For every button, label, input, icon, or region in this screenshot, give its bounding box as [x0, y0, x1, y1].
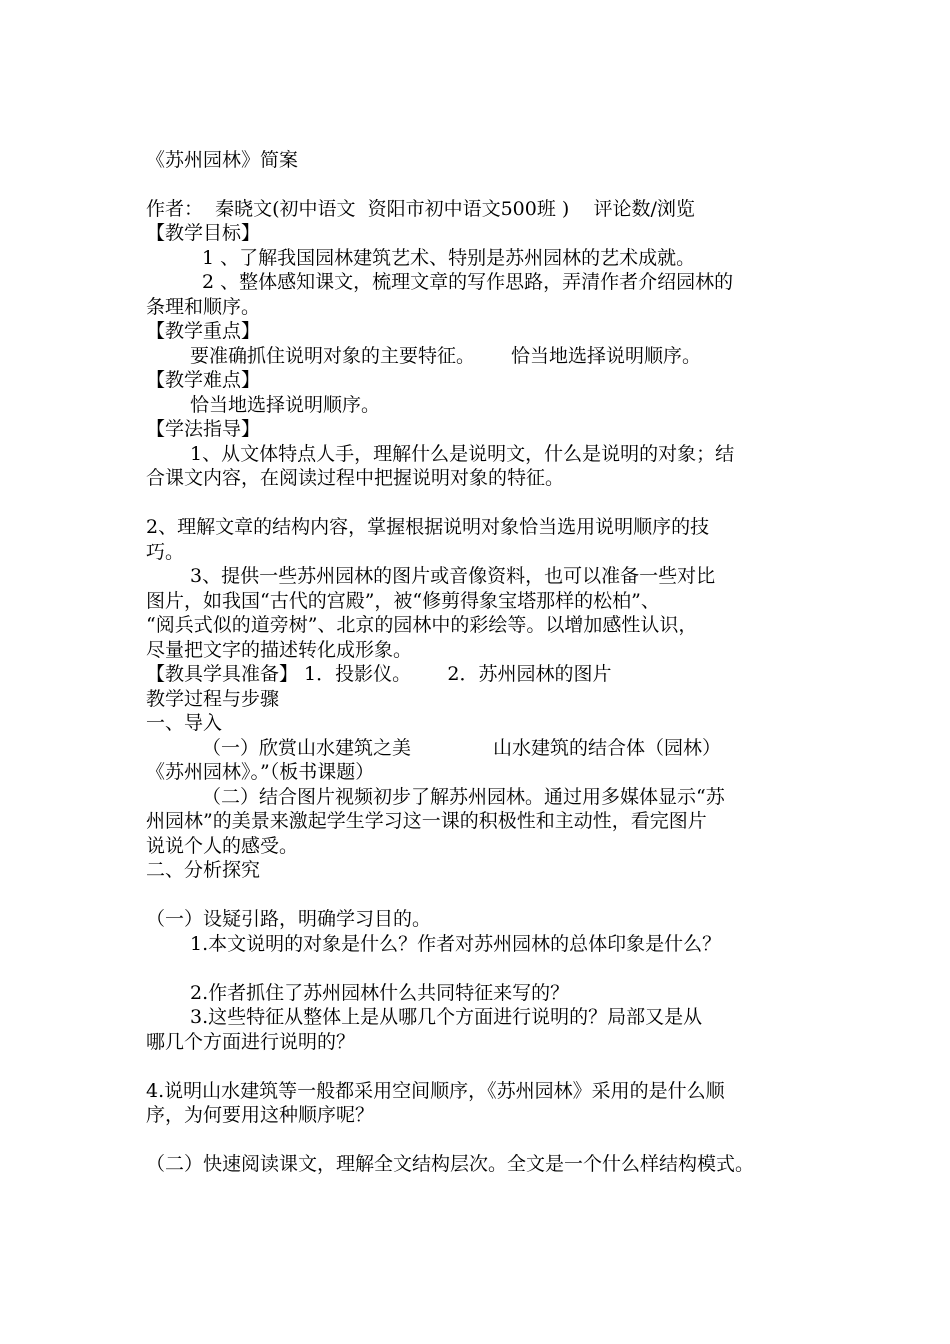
document-page — [146, 148, 826, 1177]
intro-2-line-3: 说说个人的感受。 — [146, 834, 299, 857]
part-1-heading: 一、导入 — [146, 712, 223, 734]
part-2-heading: 二、分析探究 — [146, 859, 261, 881]
goal-item-1: 1 、了解我国园林建筑艺术、特别是苏州园林的艺术成就。 — [202, 246, 696, 269]
method-1-line-2: 合课文内容，在阅读过程中把握说明对象的特征。 — [146, 467, 565, 489]
method-2-line-2: 巧。 — [146, 540, 185, 563]
intro-1-label: （一）欣赏山水建筑之美 — [202, 736, 412, 759]
blank-line — [146, 956, 826, 981]
intro-2-line-1: （二）结合图片视频初步了解苏州园林。通过用多媒体显示“苏 — [202, 785, 725, 808]
author-line: 作者： 秦晓文(初中语文 资阳市初中语文500班 ) 评论数/浏览 — [146, 197, 695, 220]
method-2-line-1: 2、理解文章的结构内容，掌握根据说明对象恰当选用说明顺序的技 — [146, 516, 710, 538]
question-4-line-1: 4.说明山水建筑等一般都采用空间顺序，《苏州园林》采用的是什么顺 — [146, 1079, 725, 1102]
blank-line — [146, 1128, 826, 1153]
explore-2-heading: （二）快速阅读课文，理解全文结构层次。全文是一个什么样结构模式。 — [146, 1153, 755, 1175]
tools-line: 【教具学具准备】 1．投影仪。 2．苏州园林的图片 — [146, 663, 612, 685]
section-heading-key: 【教学重点】 — [146, 320, 261, 342]
key-points — [146, 344, 826, 369]
intro-1-line-2: 《苏州园林》。”（板书课题） — [146, 761, 375, 783]
method-3-line-4: 尽量把文字的描述转化成形象。 — [146, 638, 413, 661]
question-2: 2.作者抓住了苏州园林什么共同特征来写的？ — [190, 981, 570, 1004]
method-3-line-2: 图片，如我国“古代的宫殿”，被“修剪得象宝塔那样的松柏”、 — [146, 589, 660, 612]
doc-title: 《苏州园林》简案 — [146, 149, 299, 171]
section-heading-goals: 【教学目标】 — [146, 222, 261, 244]
method-3-line-3: “阅兵式似的道旁树”、北京的园林中的彩绘等。以增加感性认识， — [146, 614, 698, 636]
blank-line — [146, 883, 826, 908]
explore-1-heading: （一）设疑引路，明确学习目的。 — [146, 908, 432, 930]
intro-2-line-2: 州园林”的美景来激起学生学习这一课的积极性和主动性，看完图片 — [146, 810, 707, 832]
key-point-2: 恰当地选择说明顺序。 — [511, 344, 702, 367]
question-3-line-2: 哪几个方面进行说明的？ — [146, 1030, 356, 1053]
question-3-line-1: 3.这些特征从整体上是从哪几个方面进行说明的？局部又是从 — [190, 1006, 703, 1028]
intro-1 — [146, 736, 826, 761]
goal-item-2-line-2: 条理和顺序。 — [146, 295, 261, 318]
section-heading-method: 【学法指导】 — [146, 418, 261, 440]
blank-line — [146, 1054, 826, 1079]
intro-1-detail: 山水建筑的结合体（园林） — [493, 736, 722, 759]
key-point-1: 要准确抓住说明对象的主要特征。 — [190, 344, 476, 367]
section-heading-difficult: 【教学难点】 — [146, 369, 261, 391]
method-3-line-1: 3、提供一些苏州园林的图片或音像资料，也可以准备一些对比 — [190, 565, 716, 587]
goal-item-2-line-1: 2 、整体感知课文，梳理文章的写作思路，弄清作者介绍园林的 — [202, 271, 734, 293]
blank-line — [146, 491, 826, 516]
question-4-line-2: 序，为何要用这种顺序呢？ — [146, 1104, 375, 1126]
difficult-point: 恰当地选择说明顺序。 — [190, 393, 381, 416]
method-1-line-1: 1、从文体特点人手，理解什么是说明文，什么是说明的对象；结 — [190, 442, 735, 465]
process-title: 教学过程与步骤 — [146, 687, 280, 710]
question-1: 1.本文说明的对象是什么？作者对苏州园林的总体印象是什么？ — [190, 932, 722, 955]
